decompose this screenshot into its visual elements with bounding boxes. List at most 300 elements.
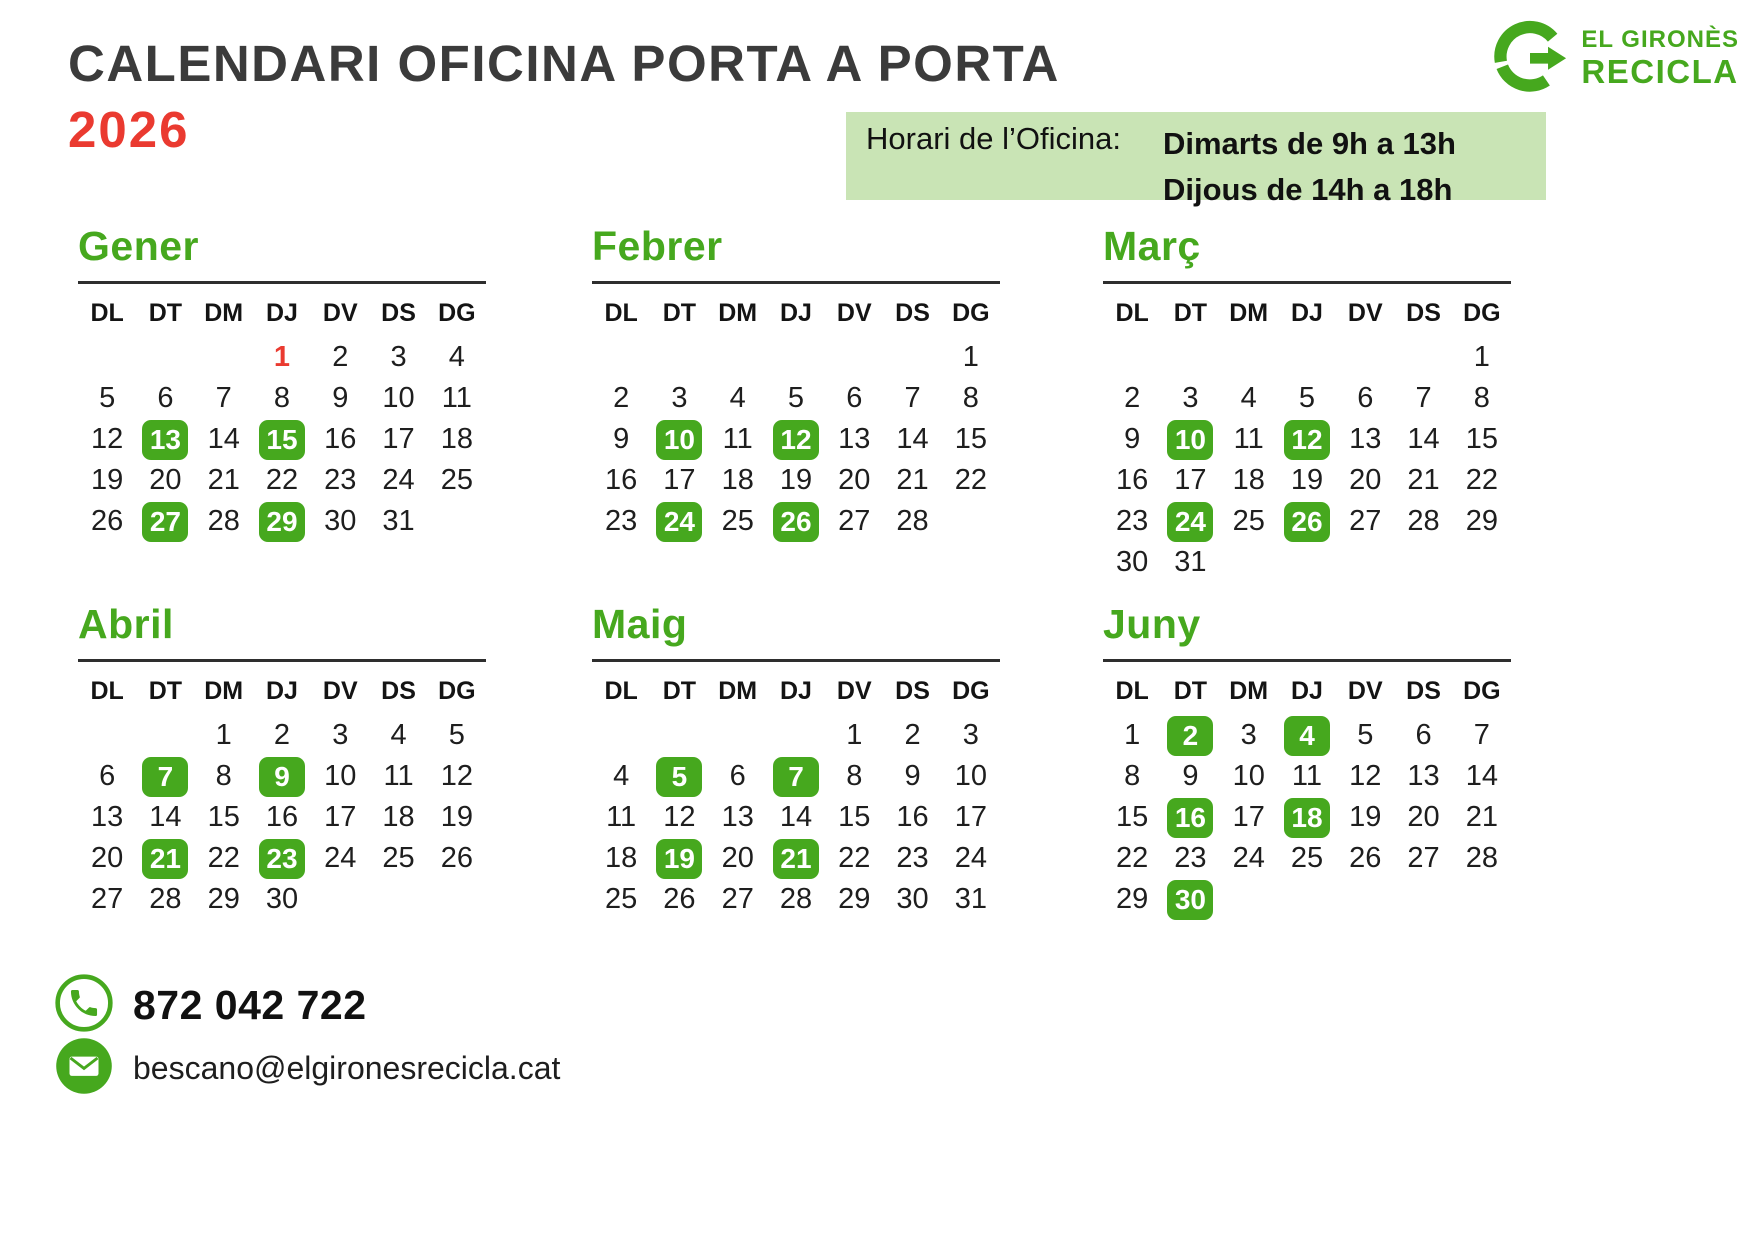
weekday-header: DT <box>1173 677 1208 705</box>
day-cell: 13 <box>1349 423 1382 455</box>
collection-day: 4 <box>1284 716 1330 756</box>
weekday-header: DV <box>1347 677 1383 705</box>
office-hours-box <box>846 112 1546 207</box>
day-cell: 9 <box>904 760 921 792</box>
day-cell <box>1161 879 1219 920</box>
empty-cell <box>650 715 708 756</box>
day-cell: 16 <box>265 801 299 833</box>
day-cell: 25 <box>382 842 415 874</box>
brand-name-top: EL GIRONÈS <box>1581 25 1739 53</box>
day-cell: 20 <box>838 464 871 496</box>
day-cell: 11 <box>606 801 637 833</box>
day-cell: 15 <box>954 423 987 455</box>
collection-day: 16 <box>1167 798 1213 838</box>
day-cell: 20 <box>721 842 754 874</box>
collection-day: 27 <box>142 502 188 542</box>
day-cell: 23 <box>605 505 638 537</box>
collection-day: 7 <box>142 757 188 797</box>
day-cell: 11 <box>383 760 414 792</box>
month-febrer <box>592 222 1000 542</box>
day-cell: 3 <box>671 382 688 414</box>
empty-cell <box>1220 542 1278 583</box>
weekday-header: DT <box>662 677 697 705</box>
weekday-header: DL <box>604 677 638 705</box>
weekday-header: DT <box>662 299 697 327</box>
email-address: bescano@elgironesrecicla.cat <box>133 1050 561 1086</box>
empty-cell <box>1161 337 1219 378</box>
day-cell: 3 <box>1182 382 1199 414</box>
day-cell: 28 <box>1465 842 1498 874</box>
day-cell: 10 <box>382 382 415 414</box>
day-cell: 26 <box>440 842 473 874</box>
day-cell: 30 <box>265 883 299 915</box>
day-cell <box>136 838 194 879</box>
empty-cell <box>1336 337 1394 378</box>
collection-day: 24 <box>1167 502 1213 542</box>
day-cell: 19 <box>91 464 124 496</box>
weekday-header: DM <box>204 677 244 705</box>
brand-name-bottom: RECICLA <box>1581 52 1739 90</box>
weekday-header: DT <box>148 299 183 327</box>
empty-cell <box>1220 879 1278 920</box>
day-cell: 21 <box>207 464 240 496</box>
day-cell: 5 <box>1357 719 1374 751</box>
weekday-header: DG <box>952 299 990 327</box>
day-cell <box>1278 501 1336 542</box>
weekday-header: DT <box>148 677 183 705</box>
day-cell: 10 <box>1232 760 1265 792</box>
weekday-header: DL <box>604 299 638 327</box>
collection-day: 15 <box>259 420 305 460</box>
day-cell <box>1278 419 1336 460</box>
day-cell: 20 <box>149 464 182 496</box>
month-maig <box>592 600 1000 920</box>
day-cell: 19 <box>1290 464 1324 496</box>
month-table <box>1103 662 1511 920</box>
day-cell: 16 <box>605 464 638 496</box>
weekday-header: DL <box>1115 677 1149 705</box>
weekday-header: DJ <box>266 677 298 705</box>
day-cell: 15 <box>1465 423 1498 455</box>
day-cell: 4 <box>390 719 407 751</box>
day-cell: 22 <box>265 464 299 496</box>
day-cell: 29 <box>838 883 871 915</box>
day-cell: 19 <box>1349 801 1382 833</box>
weekday-header: DS <box>895 677 930 705</box>
collection-day: 26 <box>773 502 819 542</box>
day-cell: 7 <box>1415 382 1432 414</box>
collection-day: 23 <box>259 839 305 879</box>
page-title: CALENDARI OFICINA PORTA A PORTA <box>68 35 1060 92</box>
empty-cell <box>1278 879 1336 920</box>
weekday-header: DS <box>381 677 416 705</box>
day-cell: 13 <box>1407 760 1440 792</box>
day-cell: 29 <box>1465 505 1498 537</box>
day-cell: 8 <box>1124 760 1141 792</box>
empty-cell <box>1394 542 1452 583</box>
weekday-header: DS <box>381 299 416 327</box>
phone-number: 872 042 722 <box>133 982 367 1028</box>
day-cell: 15 <box>1116 801 1149 833</box>
day-cell: 25 <box>1290 842 1324 874</box>
day-cell: 18 <box>1232 464 1265 496</box>
day-cell <box>253 337 311 378</box>
month-title: Juny <box>1103 601 1201 647</box>
empty-cell <box>942 501 1000 542</box>
day-cell: 31 <box>1174 546 1207 578</box>
weekday-header: DJ <box>1291 299 1323 327</box>
collection-day: 7 <box>773 757 819 797</box>
empty-cell <box>592 337 650 378</box>
day-cell: 27 <box>91 883 124 915</box>
month-gener <box>78 222 486 542</box>
day-cell <box>650 838 708 879</box>
day-cell: 20 <box>91 842 124 874</box>
day-cell: 16 <box>324 423 357 455</box>
brand-logo <box>1489 14 1739 101</box>
weekday-header: DM <box>204 299 244 327</box>
day-cell <box>767 501 825 542</box>
collection-day: 29 <box>259 502 305 542</box>
empty-cell <box>195 337 253 378</box>
day-cell: 23 <box>1174 842 1207 874</box>
month-table <box>592 284 1000 542</box>
day-cell <box>650 501 708 542</box>
months-grid <box>78 222 1678 992</box>
day-cell <box>253 756 311 797</box>
day-cell: 22 <box>1465 464 1498 496</box>
empty-cell <box>311 879 369 920</box>
day-cell <box>1161 501 1219 542</box>
day-cell <box>253 838 311 879</box>
weekday-header: DS <box>1406 677 1441 705</box>
day-cell <box>767 756 825 797</box>
day-cell: 7 <box>215 382 232 414</box>
day-cell: 21 <box>896 464 929 496</box>
day-cell: 9 <box>1182 760 1199 792</box>
day-cell: 27 <box>1407 842 1440 874</box>
day-cell: 3 <box>390 341 407 373</box>
contact-email <box>55 1037 560 1100</box>
day-cell: 2 <box>904 719 921 751</box>
day-cell <box>1278 715 1336 756</box>
weekday-header: DJ <box>780 299 812 327</box>
collection-day: 19 <box>656 839 702 879</box>
office-hours-line1: Dimarts de 9h a 13h <box>1162 126 1456 161</box>
weekday-header: DT <box>1173 299 1208 327</box>
empty-cell <box>1336 879 1394 920</box>
day-cell: 25 <box>721 505 754 537</box>
day-cell: 16 <box>896 801 929 833</box>
weekday-header: DJ <box>266 299 298 327</box>
day-cell: 11 <box>1291 760 1323 792</box>
day-cell: 13 <box>838 423 871 455</box>
day-cell: 28 <box>896 505 929 537</box>
empty-cell <box>709 337 767 378</box>
day-cell: 18 <box>440 423 473 455</box>
collection-day: 12 <box>773 420 819 460</box>
day-cell: 22 <box>207 842 240 874</box>
day-cell: 30 <box>896 883 929 915</box>
empty-cell <box>1278 542 1336 583</box>
empty-cell <box>1394 879 1452 920</box>
collection-day: 21 <box>142 839 188 879</box>
day-cell: 19 <box>779 464 813 496</box>
day-cell <box>650 756 708 797</box>
day-cell: 4 <box>448 341 465 373</box>
day-cell: 5 <box>448 719 465 751</box>
day-cell: 12 <box>663 801 696 833</box>
day-cell: 8 <box>962 382 979 414</box>
day-cell: 24 <box>382 464 415 496</box>
day-cell: 6 <box>1415 719 1432 751</box>
day-cell: 27 <box>1349 505 1382 537</box>
day-cell: 17 <box>1232 801 1265 833</box>
day-cell <box>253 501 311 542</box>
collection-day: 5 <box>656 757 702 797</box>
day-cell: 11 <box>722 423 753 455</box>
month-title: Abril <box>78 601 174 647</box>
collection-day: 21 <box>773 839 819 879</box>
day-cell: 22 <box>838 842 871 874</box>
day-cell: 21 <box>1465 801 1498 833</box>
day-cell: 1 <box>962 341 979 373</box>
day-cell: 14 <box>779 801 813 833</box>
empty-cell <box>78 337 136 378</box>
day-cell: 20 <box>1349 464 1382 496</box>
day-cell: 4 <box>729 382 746 414</box>
empty-cell <box>1394 337 1452 378</box>
day-cell <box>1161 797 1219 838</box>
day-cell: 5 <box>1298 382 1316 414</box>
day-cell: 21 <box>1407 464 1440 496</box>
weekday-header: DV <box>836 299 872 327</box>
day-cell: 14 <box>1465 760 1498 792</box>
day-cell: 7 <box>1473 719 1490 751</box>
weekday-header: DM <box>718 677 758 705</box>
office-hours-label: Horari de l’Oficina: <box>866 121 1121 156</box>
day-cell: 1 <box>846 719 863 751</box>
day-cell: 3 <box>962 719 979 751</box>
empty-cell <box>1453 542 1511 583</box>
day-cell <box>253 419 311 460</box>
empty-cell <box>825 337 883 378</box>
day-cell: 26 <box>1349 842 1382 874</box>
weekday-header: DV <box>836 677 872 705</box>
contact-phone <box>55 974 367 1037</box>
day-cell: 29 <box>207 883 240 915</box>
day-cell: 10 <box>954 760 987 792</box>
day-cell: 6 <box>729 760 746 792</box>
empty-cell <box>136 715 194 756</box>
day-cell: 14 <box>896 423 929 455</box>
day-cell: 12 <box>1349 760 1382 792</box>
phone-icon <box>55 974 113 1037</box>
day-cell: 5 <box>787 382 805 414</box>
day-cell: 28 <box>149 883 182 915</box>
day-cell: 11 <box>441 382 472 414</box>
day-cell: 4 <box>1240 382 1257 414</box>
day-cell: 16 <box>1116 464 1149 496</box>
empty-cell <box>1220 337 1278 378</box>
empty-cell <box>1336 542 1394 583</box>
day-cell: 22 <box>1116 842 1149 874</box>
weekday-header: DG <box>438 299 476 327</box>
empty-cell <box>592 715 650 756</box>
day-cell: 29 <box>1116 883 1149 915</box>
day-cell: 3 <box>1240 719 1257 751</box>
day-cell: 15 <box>207 801 240 833</box>
empty-cell <box>428 879 486 920</box>
day-cell: 12 <box>440 760 473 792</box>
day-cell: 9 <box>332 382 349 414</box>
empty-cell <box>767 337 825 378</box>
day-cell: 8 <box>215 760 232 792</box>
day-cell: 11 <box>1233 423 1264 455</box>
office-hours-line2: Dijous de 14h a 18h <box>1162 171 1453 207</box>
day-cell: 3 <box>332 719 349 751</box>
day-cell: 14 <box>207 423 240 455</box>
weekday-header: DG <box>952 677 990 705</box>
day-cell: 18 <box>382 801 415 833</box>
month-juny <box>1103 600 1511 920</box>
day-cell <box>136 419 194 460</box>
empty-cell <box>369 879 427 920</box>
weekday-header: DL <box>90 677 124 705</box>
day-cell: 12 <box>91 423 124 455</box>
weekday-header: DL <box>1115 299 1149 327</box>
collection-day: 30 <box>1167 880 1213 920</box>
day-cell: 17 <box>663 464 696 496</box>
day-cell: 28 <box>779 883 813 915</box>
weekday-header: DG <box>1463 677 1501 705</box>
day-cell: 6 <box>157 382 174 414</box>
weekday-header: DS <box>895 299 930 327</box>
day-cell: 26 <box>91 505 124 537</box>
recycle-g-icon <box>1489 14 1571 101</box>
collection-day: 2 <box>1167 716 1213 756</box>
weekday-header: DV <box>1347 299 1383 327</box>
day-cell: 6 <box>846 382 863 414</box>
day-cell: 1 <box>215 719 232 751</box>
day-cell <box>1278 797 1336 838</box>
day-cell: 27 <box>721 883 754 915</box>
month-title: Març <box>1103 223 1201 269</box>
weekday-header: DJ <box>1291 677 1323 705</box>
day-cell: 18 <box>605 842 638 874</box>
day-cell: 7 <box>904 382 921 414</box>
weekday-header: DM <box>1229 299 1269 327</box>
weekday-header: DV <box>322 299 358 327</box>
month-marc <box>1103 222 1511 583</box>
weekday-header: DM <box>718 299 758 327</box>
day-cell: 17 <box>324 801 357 833</box>
day-cell <box>1161 419 1219 460</box>
holiday-day: 1 <box>273 341 291 373</box>
collection-day: 24 <box>656 502 702 542</box>
empty-cell <box>428 501 486 542</box>
day-cell <box>650 419 708 460</box>
day-cell: 9 <box>1124 423 1141 455</box>
day-cell <box>1161 715 1219 756</box>
day-cell: 23 <box>1116 505 1149 537</box>
day-cell: 24 <box>954 842 987 874</box>
month-abril <box>78 600 486 920</box>
day-cell: 17 <box>1174 464 1207 496</box>
day-cell: 30 <box>324 505 357 537</box>
empty-cell <box>1278 337 1336 378</box>
day-cell <box>767 419 825 460</box>
day-cell: 31 <box>382 505 415 537</box>
day-cell: 23 <box>896 842 929 874</box>
collection-day: 10 <box>656 420 702 460</box>
collection-day: 9 <box>259 757 305 797</box>
day-cell: 9 <box>613 423 630 455</box>
collection-day: 18 <box>1284 798 1330 838</box>
brand-logo-text <box>1581 25 1739 90</box>
office-hours-schedule <box>1163 121 1456 213</box>
day-cell: 13 <box>721 801 754 833</box>
day-cell: 17 <box>954 801 987 833</box>
day-cell: 2 <box>273 719 291 751</box>
month-table <box>1103 284 1511 583</box>
day-cell: 28 <box>207 505 240 537</box>
weekday-header: DM <box>1229 677 1269 705</box>
day-cell: 4 <box>613 760 630 792</box>
day-cell: 5 <box>99 382 116 414</box>
day-cell: 25 <box>1232 505 1265 537</box>
day-cell <box>767 838 825 879</box>
day-cell: 15 <box>838 801 871 833</box>
weekday-header: DL <box>90 299 124 327</box>
empty-cell <box>136 337 194 378</box>
day-cell: 31 <box>954 883 987 915</box>
day-cell: 8 <box>273 382 291 414</box>
month-table <box>78 284 486 542</box>
day-cell: 23 <box>324 464 357 496</box>
day-cell: 2 <box>332 341 349 373</box>
month-table <box>78 662 486 920</box>
day-cell: 10 <box>324 760 357 792</box>
month-title: Gener <box>78 223 199 269</box>
day-cell: 1 <box>1124 719 1141 751</box>
weekday-header: DJ <box>780 677 812 705</box>
day-cell: 19 <box>440 801 473 833</box>
page-year: 2026 <box>68 101 190 158</box>
day-cell <box>136 756 194 797</box>
day-cell: 22 <box>954 464 987 496</box>
month-title: Maig <box>592 601 688 647</box>
empty-cell <box>709 715 767 756</box>
day-cell: 2 <box>1124 382 1141 414</box>
day-cell: 30 <box>1116 546 1149 578</box>
day-cell: 25 <box>440 464 473 496</box>
day-cell: 27 <box>838 505 871 537</box>
day-cell: 14 <box>1407 423 1440 455</box>
collection-day: 10 <box>1167 420 1213 460</box>
day-cell: 28 <box>1407 505 1440 537</box>
day-cell: 2 <box>613 382 630 414</box>
collection-day: 12 <box>1284 420 1330 460</box>
day-cell: 20 <box>1407 801 1440 833</box>
weekday-header: DG <box>438 677 476 705</box>
empty-cell <box>1103 337 1161 378</box>
email-icon <box>55 1037 113 1100</box>
day-cell: 25 <box>605 883 638 915</box>
collection-day: 13 <box>142 420 188 460</box>
weekday-header: DG <box>1463 299 1501 327</box>
empty-cell <box>650 337 708 378</box>
